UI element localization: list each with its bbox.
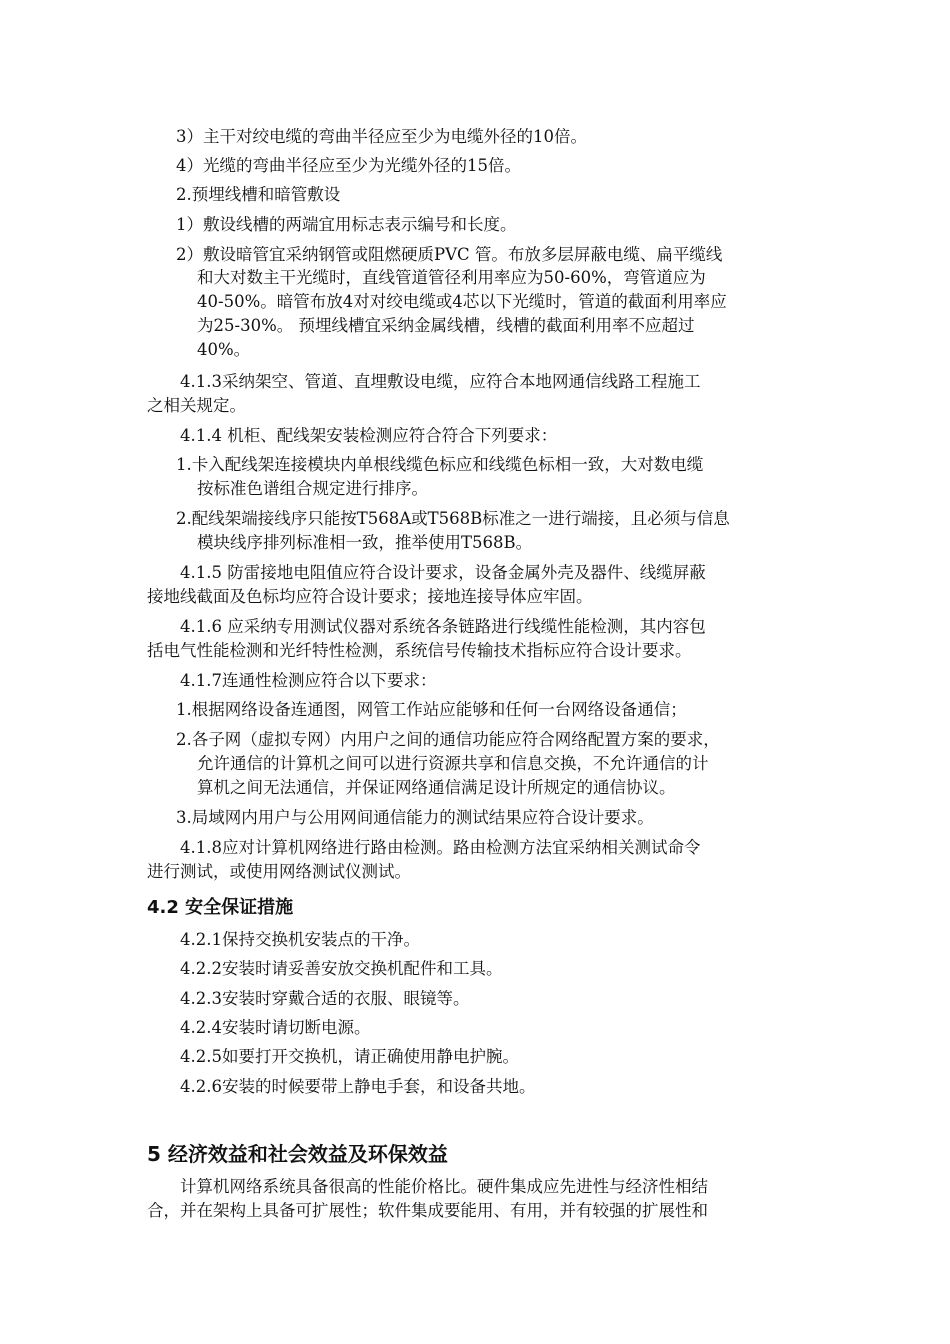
text-line: 1.根据网络设备连通图，网管工作站应能够和任何一台网络设备通信； bbox=[176, 700, 687, 719]
section-heading-5: 5 经济效益和社会效益及环保效益 bbox=[147, 1142, 448, 1166]
text-line: 4.2.2安装时请妥善安放交换机配件和工具。 bbox=[180, 959, 503, 978]
text-line: 括电气性能检测和光纤特性检测，系统信号传输技术指标应符合设计要求。 bbox=[147, 641, 692, 660]
text-line: 4.1.4 机柜、配线架安装检测应符合符合下列要求： bbox=[180, 426, 558, 445]
text-line: 3.局域网内用户与公用网间通信能力的测试结果应符合设计要求。 bbox=[176, 808, 654, 827]
text-line: 4.2.5如要打开交换机，请正确使用静电护腕。 bbox=[180, 1047, 519, 1066]
text-line: 4.1.5 防雷接地电阻值应符合设计要求，设备金属外壳及器件、线缆屏蔽 bbox=[180, 563, 706, 582]
text-line: 接地线截面及色标均应符合设计要求；接地连接导体应牢固。 bbox=[147, 587, 593, 606]
text-line: 和大对数主干光缆时，直线管道管径利用率应为50-60%，弯管道应为 bbox=[197, 268, 706, 287]
text-line: 2.预埋线槽和暗管敷设 bbox=[176, 185, 341, 204]
text-line: 40-50%。暗管布放4对对绞电缆或4芯以下光缆时，管道的截面利用率应 bbox=[197, 292, 727, 311]
text-line: 4.1.3采纳架空、管道、直埋敷设电缆，应符合本地网通信线路工程施工 bbox=[180, 372, 701, 391]
text-line: 4.2.1保持交换机安装点的干净。 bbox=[180, 930, 420, 949]
text-line: 4.2.6安装的时候要带上静电手套，和设备共地。 bbox=[180, 1077, 536, 1096]
text-line: 模块线序排列标准相一致，推举使用T568B。 bbox=[197, 533, 533, 552]
text-line: 2.配线架端接线序只能按T568A或T568B标准之一进行端接，且必须与信息 bbox=[176, 509, 730, 528]
section-heading-4-2: 4.2 安全保证措施 bbox=[147, 897, 294, 918]
text-line: 之相关规定。 bbox=[147, 396, 246, 415]
text-line: 4.1.7连通性检测应符合以下要求： bbox=[180, 671, 437, 690]
text-line: 2.各子网（虚拟专网）内用户之间的通信功能应符合网络配置方案的要求， bbox=[176, 730, 720, 749]
text-line: 2）敷设暗管宜采纳钢管或阻燃硬质PVC 管。布放多层屏蔽电缆、扁平缆线 bbox=[176, 245, 723, 264]
text-line: 算机之间无法通信，并保证网络通信满足设计所规定的通信协议。 bbox=[197, 778, 676, 797]
text-line: 4.2.3安装时穿戴合适的衣服、眼镜等。 bbox=[180, 989, 470, 1008]
text-line: 为25-30%。 预埋线槽宜采纳金属线槽，线槽的截面利用率不应超过 bbox=[197, 316, 695, 335]
text-line: 40%。 bbox=[197, 340, 251, 359]
text-line: 3）主干对绞电缆的弯曲半径应至少为电缆外径的10倍。 bbox=[176, 127, 587, 146]
text-line: 合，并在架构上具备可扩展性；软件集成要能用、有用，并有较强的扩展性和 bbox=[147, 1201, 708, 1220]
text-line: 4.1.6 应采纳专用测试仪器对系统各条链路进行线缆性能检测，其内容包 bbox=[180, 617, 706, 636]
text-line: 4.2.4安装时请切断电源。 bbox=[180, 1018, 371, 1037]
text-line: 4.1.8应对计算机网络进行路由检测。路由检测方法宜采纳相关测试命令 bbox=[180, 838, 701, 857]
text-line: 4）光缆的弯曲半径应至少为光缆外径的15倍。 bbox=[176, 156, 521, 175]
text-line: 计算机网络系统具备很高的性能价格比。硬件集成应先进性与经济性相结 bbox=[180, 1177, 708, 1196]
text-line: 允许通信的计算机之间可以进行资源共享和信息交换，不允许通信的计 bbox=[197, 754, 709, 773]
text-line: 1.卡入配线架连接模块内单根线缆色标应和线缆色标相一致，大对数电缆 bbox=[176, 455, 704, 474]
text-line: 1）敷设线槽的两端宜用标志表示编号和长度。 bbox=[176, 215, 517, 234]
text-line: 按标准色谱组合规定进行排序。 bbox=[197, 479, 428, 498]
text-line: 进行测试，或使用网络测试仪测试。 bbox=[147, 862, 411, 881]
